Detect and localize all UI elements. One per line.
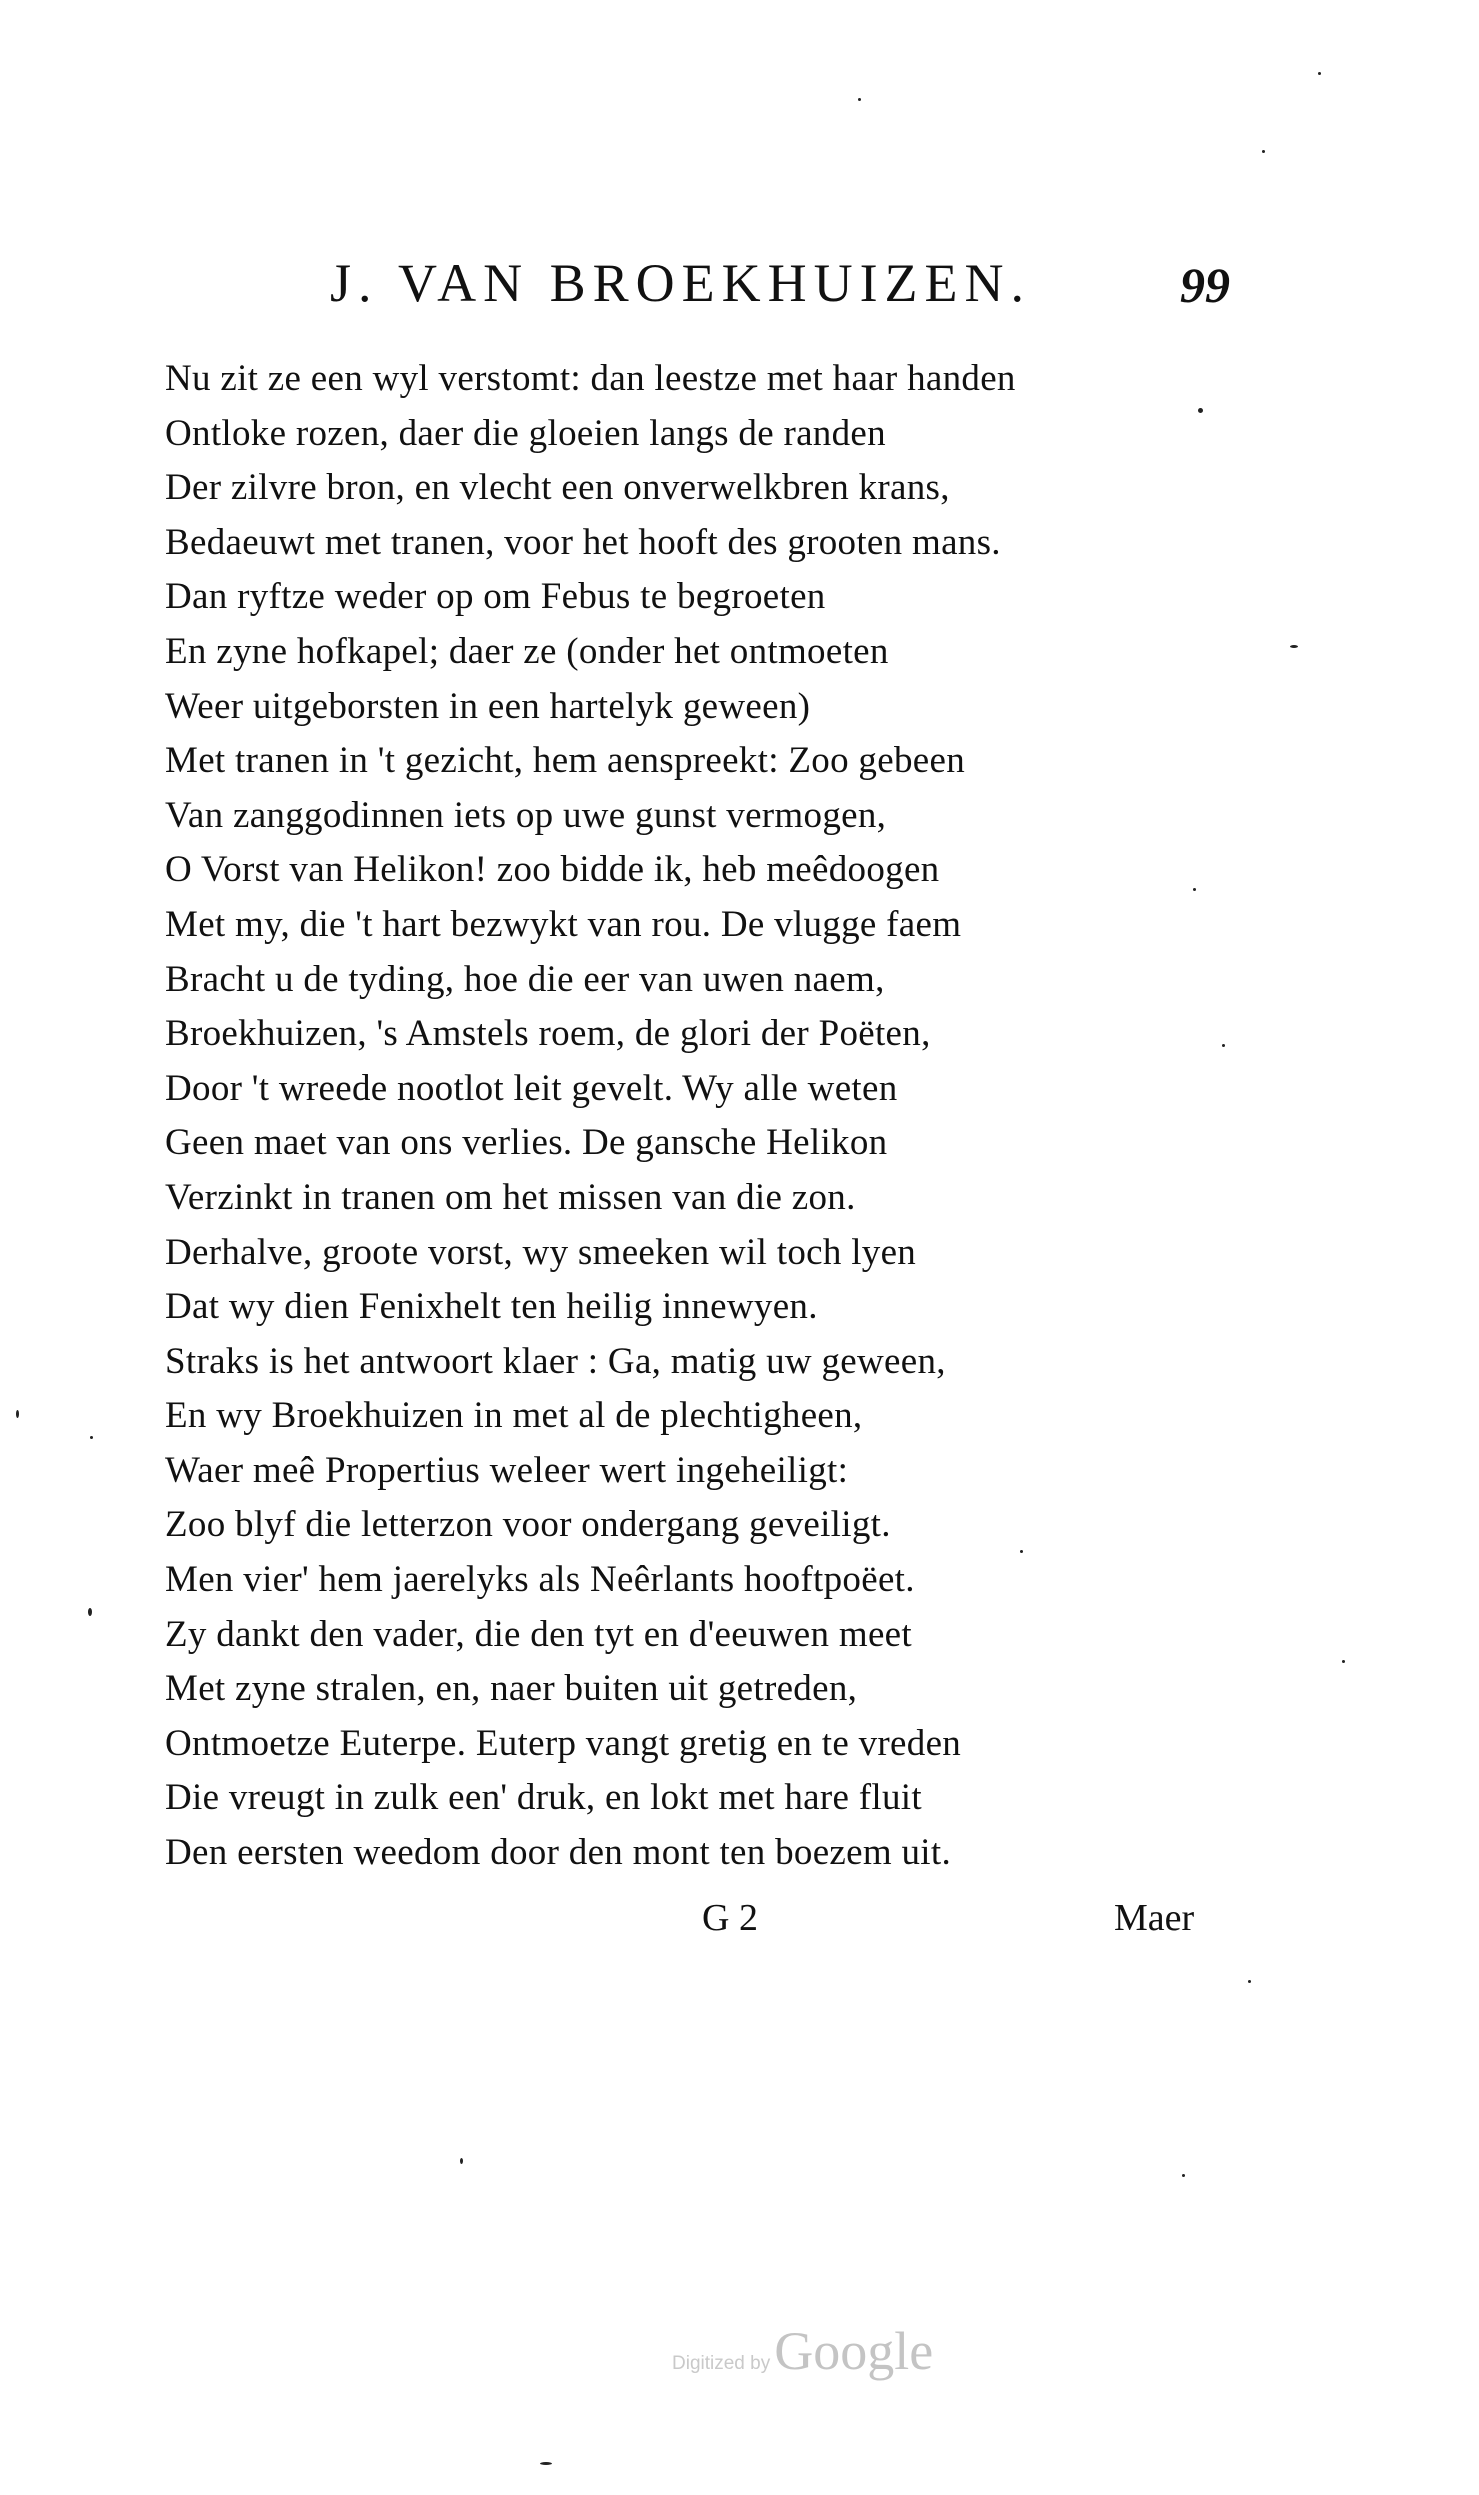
scan-speck <box>1193 888 1196 891</box>
verse-line: Straks is het antwoort klaer : Ga, matig uw geween, <box>165 1340 946 1382</box>
poem-text <box>165 352 1245 1881</box>
verse-line: Dat wy dien Fenixhelt ten heilig innewyen. <box>165 1286 818 1328</box>
scan-speck <box>1222 1044 1225 1047</box>
verse-line: Met zyne stralen, en, naer buiten uit getreden, <box>165 1668 858 1710</box>
verse-line: Broekhuizen, 's Amstels roem, de glori der Poëten, <box>165 1013 931 1055</box>
scan-speck <box>90 1436 93 1439</box>
scan-speck <box>1290 645 1298 648</box>
verse-line: Den eersten weedom door den mont ten boezem uit. <box>165 1832 952 1874</box>
verse-line: Weer uitgeborsten in een hartelyk geween) <box>165 685 811 727</box>
verse-line: Van zanggodinnen iets op uwe gunst vermogen, <box>165 794 887 836</box>
verse-line: Ontmoetze Euterpe. Euterp vangt gretig en te vreden <box>165 1722 962 1764</box>
verse-line: Door 't wreede nootlot leit gevelt. Wy alle weten <box>165 1067 898 1109</box>
verse-line: Derhalve, groote vorst, wy smeeken wil toch lyen <box>165 1231 917 1273</box>
scan-speck <box>16 1410 19 1418</box>
page-footer <box>0 1896 1479 1956</box>
watermark-prefix: Digitized by <box>672 2353 771 2374</box>
google-logo: Google <box>774 2321 934 2381</box>
verse-line: Dan ryftze weder op om Febus te begroeten <box>165 576 826 618</box>
scan-speck <box>1342 1660 1345 1663</box>
scan-speck <box>1318 72 1321 75</box>
verse-line: Bracht u de tyding, hoe die eer van uwen naem, <box>165 958 885 1000</box>
scan-speck <box>1182 2174 1185 2177</box>
verse-line: En zyne hofkapel; daer ze (onder het ontmoeten <box>165 630 889 672</box>
scan-speck <box>540 2462 552 2465</box>
page-number: 99 <box>1180 257 1230 313</box>
running-head <box>330 252 1230 332</box>
scan-speck <box>1248 1980 1251 1983</box>
verse-line: Zoo blyf die letterzon voor ondergang geveiligt. <box>165 1504 891 1546</box>
verse-line: Ontloke rozen, daer die gloeien langs de randen <box>165 412 886 454</box>
catchword: Maer <box>1114 1897 1195 1939</box>
verse-line: Verzinkt in tranen om het missen van die zon. <box>165 1176 856 1218</box>
verse-line: Bedaeuwt met tranen, voor het hooft des grooten mans. <box>165 521 1001 563</box>
verse-line: Der zilvre bron, en vlecht een onverwelkbren krans, <box>165 467 950 509</box>
scan-speck <box>460 2158 463 2164</box>
verse-line: Met tranen in 't gezicht, hem aenspreekt: Zoo gebeen <box>165 740 965 782</box>
verse-line: Men vier' hem jaerelyks als Neêrlants hooftpoëet. <box>165 1559 915 1601</box>
running-title: J. VAN BROEKHUIZEN. <box>330 253 1032 313</box>
scan-speck <box>1020 1550 1023 1553</box>
verse-line: Met my, die 't hart bezwykt van rou. De vlugge faem <box>165 903 962 945</box>
verse-line: Zy dankt den vader, die den tyt en d'eeuwen meet <box>165 1613 912 1655</box>
scan-speck <box>88 1608 92 1616</box>
scan-speck <box>1198 408 1203 413</box>
signature-mark: G 2 <box>702 1897 758 1939</box>
verse-line: Waer meê Propertius weleer wert ingeheiligt: <box>165 1449 849 1491</box>
verse-line: Nu zit ze een wyl verstomt: dan leestze met haar handen <box>165 358 1016 399</box>
scan-speck <box>1262 150 1265 153</box>
digitization-watermark <box>672 2320 1002 2390</box>
verse-line: O Vorst van Helikon! zoo bidde ik, heb meêdoogen <box>165 849 940 891</box>
verse-line: Geen maet van ons verlies. De gansche Helikon <box>165 1122 888 1164</box>
verse-line: En wy Broekhuizen in met al de plechtigheen, <box>165 1395 863 1437</box>
verse-line: Die vreugt in zulk een' druk, en lokt met hare fluit <box>165 1777 922 1819</box>
scan-speck <box>858 98 861 101</box>
